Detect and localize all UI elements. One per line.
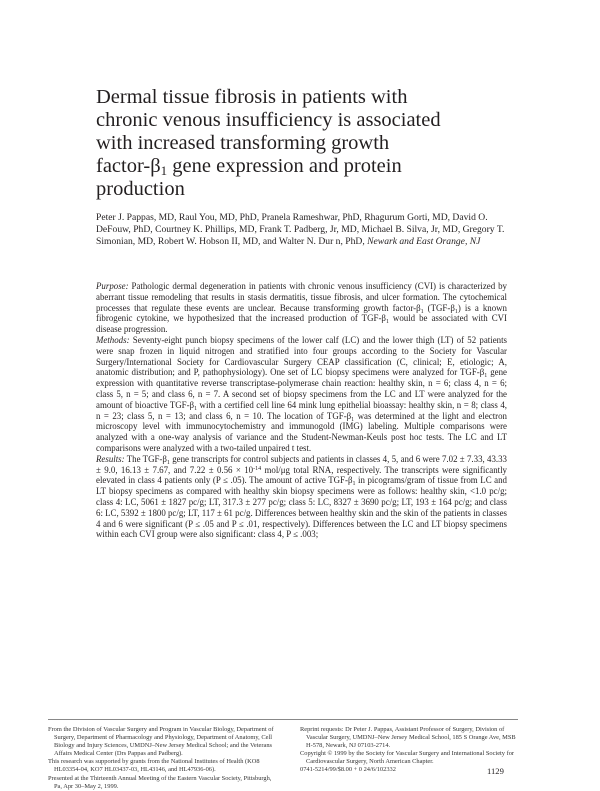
abstract-results (96, 454, 507, 540)
abstract-methods (96, 335, 507, 454)
subscript: 1 (454, 308, 458, 315)
results-text: in picograms/gram of tissue from LC and LT biopsy specimens as compared with healthy skin biopsy specimens were as follows: healthy skin, <1.0 pc/g; class 4: LC, 5061 ± 1827 pc/g; LT, 317.3 ± 277 pc/g; class 5: LC, 8327 ± 3690 pc/g; LT, 193 ± 164 pc/g; and class 6: LC, 5392 ± 1800 pc/g; LT, 117 ± 61 pc/g. Differences between healthy skin and the skin of the patients in classes 4 and 6 were significant (P ≤ .05 and P ≤ .01, respectively). Differences between the LC and LT biopsy specimens within each CVI group were also significant: class 4, P ≤ .003; (96, 475, 507, 540)
title-subscript: 1 (160, 163, 168, 178)
abstract-purpose (96, 281, 507, 335)
footnote-presented: Presented at the Thirteenth Annual Meeting of the Eastern Vascular Society, Pittsburgh, Pa, Apr 30–May 2, 1999. (48, 774, 272, 790)
methods-text: was determined at the light and electron microscopy level with immunocytochemistry and immunogold (IMG) labeling. Multiple comparisons were analyzed with a one-way analysis of variance and the Student-Newman-Keuls post hoc tests. The LC and LT comparisons were analyzed with a two-tailed unpaired t test. (96, 410, 507, 453)
purpose-text: ) is a known fibrogenic cytokine, we hypothesized that the increased production of TGF-β (96, 302, 507, 324)
footnote-divider (48, 719, 518, 720)
methods-text: gene expression with quantitative reverse transcriptase-polymerase chain reaction: healthy skin, n = 6; class 4, n = 6; class 5, n = 5; and class 6, n = 7. A second set of biopsy specimens from the LC and LT were analyzed for the amount of bioactive TGF-β (96, 367, 507, 410)
subscript: 1 (352, 481, 356, 488)
footnote-affiliation: From the Division of Vascular Surgery and Program in Vascular Biology, Department of Surgery, Department of Pharmacology and Physiology, Department of Anatomy, Cell Biology and Injury Sciences, UMDNJ–New Jersey Medical School; and the Veterans Affairs Medical Center (Drs Pappas and Padberg). (48, 726, 274, 758)
footnote-reprints: Reprint requests: Dr Peter J. Pappas, Assistant Professor of Surgery, Division of Vascular Surgery, UMDNJ–New Jersey Medical School, 185 S Orange Ave, MSB H-578, Newark, NJ 07103-2714. (300, 726, 516, 750)
methods-label: Methods: (96, 334, 130, 345)
methods-text: Seventy-eight punch biopsy specimens of the lower calf (LC) and the lower thigh (LT) of 52 patients were snap frozen in liquid nitrogen and stratified into four groups according to the Society for Vascular Surgery/International Society for Cardiovascular Surgery CEAP classification (C, clinical; E, etiologic; A, anatomic distribution; and P, pathophysiology). One set of LC biopsy specimens were analyzed for TGF-β (96, 334, 507, 378)
superscript: -14 (253, 465, 262, 472)
results-text: gene transcripts for control subjects and patients in classes 4, 5, and 6 were 7.02 ± 7.33, 43.33 ± 9.0, 16.13 ± 7.67, and 7.22 ± 0.56 × 10 (96, 453, 507, 475)
subscript: 1 (420, 308, 424, 315)
subscript: 1 (166, 459, 170, 466)
methods-text: with a certified cell line 64 mink lung epithelial bioassay: healthy skin, n = 8; class 4, n = 23; class 5, n = 13; and class 6, n = 10. The location of TGF-β (96, 399, 507, 421)
page-number: 1129 (487, 766, 504, 776)
footnote-issn: 0741-5214/99/$8.00 + 0 24/6/102332 (300, 766, 396, 774)
purpose-text: (TGF-β (423, 302, 455, 313)
abstract (96, 281, 507, 540)
footnotes-right-column (300, 726, 518, 775)
article-title (96, 86, 476, 201)
author-list (96, 212, 506, 248)
purpose-text: would be associated with CVI disease progression. (96, 313, 507, 335)
title-line: factor-β (96, 155, 161, 177)
purpose-label: Purpose: (96, 281, 129, 291)
results-text: The TGF-β (124, 453, 167, 464)
subscript: 1 (351, 416, 355, 423)
title-line: with increased transforming growth (96, 132, 390, 154)
subscript: 1 (484, 373, 488, 380)
footnotes-left-column (48, 726, 280, 791)
subscript: 1 (194, 405, 198, 412)
authors-names: Peter J. Pappas, MD, Raul You, MD, PhD, Pranela Rameshwar, PhD, Rhagurum Gorti, MD, David O. DeFouw, PhD, Courtney K. Phillips, MD, Frank T. Padberg, Jr, MD, Michael B. Silva, Jr, MD, Gregory T. Simonian, MD, Robert W. Hobson II, MD, and Walter N. Dur n, PhD, (96, 212, 505, 247)
title-line: gene expression and protein (167, 155, 402, 177)
title-line: production (96, 178, 185, 200)
title-line: Dermal tissue fibrosis in patients with (96, 86, 408, 108)
results-text: mol/μg total RNA, respectively. The transcripts were significantly elevated in class 4 patients only (P ≤ .05). The amount of active TGF-β (96, 464, 507, 486)
author-affiliation: Newark and East Orange, NJ (367, 236, 481, 247)
results-label: Results: (96, 453, 125, 464)
purpose-text: Pathologic dermal degeneration in patients with chronic venous insufficiency (CVI) is characterized by aberrant tissue remodeling that results in stasis dermatitis, tissue fibrosis, and ulcer formation. The cytochemical processes that regulate these events are unclear. Because transforming growth factor-β (96, 281, 507, 313)
title-line: chronic venous insufficiency is associated (96, 109, 441, 131)
subscript: 1 (385, 319, 389, 326)
footnote-copyright: Copyright © 1999 by the Society for Vascular Surgery and International Society for Cardiovascular Surgery, North American Chapter. (300, 750, 515, 766)
footnote-support: This research was supported by grants from the National Institutes of Health (KO8 HL03354-04, KO7 HL03437-03, HL43146, and HL47936-06). (48, 758, 260, 774)
